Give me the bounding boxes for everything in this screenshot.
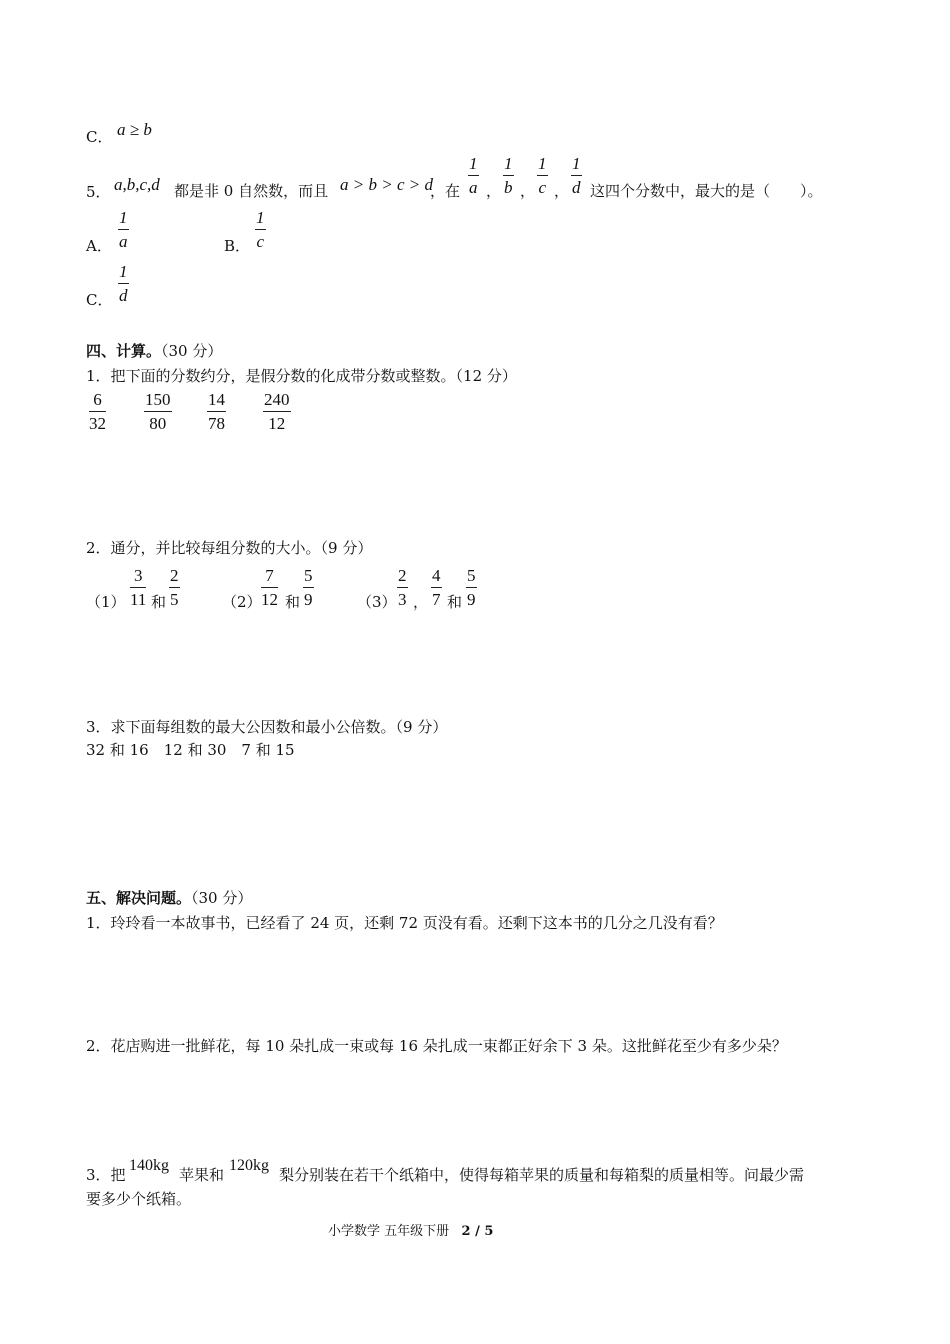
problem-5-2-text: 2．花店购进一批鲜花，每 10 朵扎成一束或每 16 朵扎成一束都正好余下 3 朵。这批鲜花至少有多少朵？ [86,1037,787,1055]
separator: ， [554,182,570,200]
fraction-1-over-b: 1 b [504,154,513,197]
option-c-label: C． [86,291,113,309]
fraction-6-32: 6 32 [89,390,106,433]
problem-5-3-lead: 3．把 [86,1166,126,1184]
fraction-1-over-d: 1 d [572,154,581,197]
option-a-label: A． [86,237,112,255]
option-b-fraction: 1 c [256,208,265,251]
section-5-heading: 五、解决问题。（30 分） [86,889,253,907]
problem-4-3-items: 32 和 16 12 和 30 7 和 15 [86,741,295,759]
problem-4-2-text: 2．通分，并比较每组分数的大小。（9 分） [86,539,373,557]
problem-5-3-rest: 梨分别装在若干个纸箱中，使得每箱苹果的质量和每箱梨的质量相等。问最少需 [279,1166,805,1184]
fraction-1-over-a: 1 a [469,154,478,197]
join-word: 和 [285,593,301,611]
separator: ， [413,593,429,611]
fraction-7-12: 7 12 [261,566,278,609]
join-word: 和 [447,593,463,611]
problem-4-3-text: 3．求下面每组数的最大公因数和最小公倍数。（9 分） [86,718,448,736]
group-3-label: （3） [357,593,397,611]
option-b-label: B． [224,237,251,255]
option-c-label: C． [86,128,113,146]
page-footer [328,1223,493,1241]
option-c-fraction: 1 d [119,262,128,305]
fraction-5-9: 5 9 [467,566,476,609]
section-4-heading: 四、计算。（30 分） [86,342,223,360]
problem-5-3-mid: 苹果和 [179,1166,225,1184]
mass-pears: 120kg [229,1157,269,1174]
mass-apples: 140kg [129,1157,169,1174]
fraction-5-9: 5 9 [304,566,313,609]
question-5-text-1: 都是非 0 自然数，而且 [174,182,329,200]
separator: ， [486,182,502,200]
question-5-text-3: 这四个分数中，最大的是（ ）。 [590,182,823,200]
option-c-expression: a ≥ b [117,120,152,139]
question-5-variables: a,b,c,d [114,175,160,194]
separator: ， [520,182,536,200]
fraction-14-78: 14 78 [208,390,225,433]
join-word: 和 [151,593,167,611]
fraction-4-7: 4 7 [432,566,441,609]
problem-5-3-line-2: 要多少个纸箱。 [86,1190,192,1208]
fraction-3-11: 3 11 [130,566,147,609]
footer-page-number: 2 / 5 [461,1224,494,1239]
problem-5-1-text: 1．玲玲看一本故事书，已经看了 24 页，还剩 72 页没有看。还剩下这本书的几分之几没有看？ [86,914,723,932]
group-2-label: （2） [222,593,262,611]
fraction-1-over-c: 1 c [538,154,547,197]
fraction-2-3: 2 3 [398,566,407,609]
question-5-text-2: ，在 [430,182,461,200]
question-5-inequality: a > b > c > d [340,175,433,194]
fraction-2-5: 2 5 [170,566,179,609]
option-a-fraction: 1 a [119,208,128,251]
footer-subject: 小学数学 五年级下册 [328,1224,450,1239]
fraction-240-12: 240 12 [264,390,290,433]
problem-4-1-text: 1．把下面的分数约分，是假分数的化成带分数或整数。（12 分） [86,367,517,385]
fraction-150-80: 150 80 [145,390,171,433]
group-1-label: （1） [86,593,126,611]
question-5-number: 5． [86,183,111,201]
